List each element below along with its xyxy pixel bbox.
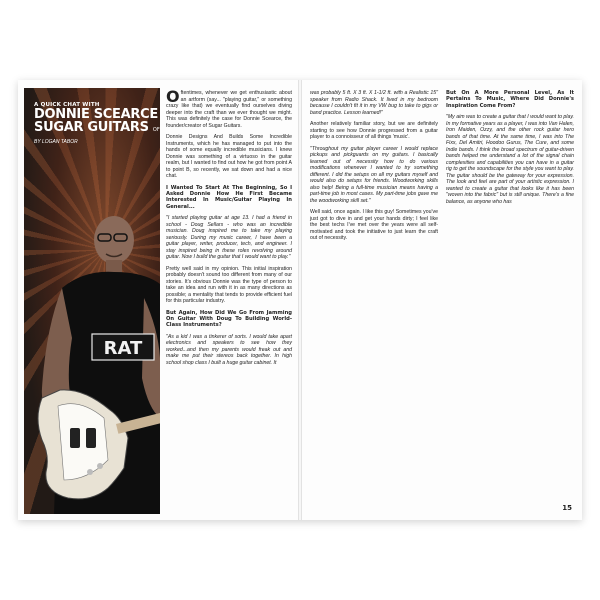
question-3: But On A More Personal Level, As It Pertains To Music, Where Did Donnie's Inspiration Come From? (446, 90, 574, 109)
byline: BY LOGAN TABOR (34, 139, 78, 145)
question-1: I Wanted To Start At The Beginning, So I Asked Donnie How He First Became Interested In Music/Guitar Playing In General... (166, 184, 292, 210)
left-page (18, 80, 298, 520)
right-page (302, 80, 582, 520)
paragraph-3: Another relatively familiar story, but we are definitely starting to see how Donnie progressed from a guitar player to a connoisseur of all things 'music'. (310, 121, 438, 140)
headline-title-line2: SUGAR GUITARS (34, 120, 149, 135)
answer-2-continued: was probably 5 ft. X 3 ft. X 1-1/2 ft. with a Realistic 15" speaker from Radio Shack. It lived in my bedroom because I couldn't fit it in my VW bug to take to gigs or band practice. Lesson learned!" (310, 90, 438, 116)
right-text-column-2 (446, 90, 574, 210)
paragraph-2: Pretty well said in my opinion. This initial inspiration probably doesn't sound too different from many of our stories. It's obvious Donnie was the type of person to take an idea and run with it in as many directions as possible; a mentality that tends to provide efficient fuel for this particular industry. (166, 265, 292, 305)
volume-knob (97, 463, 103, 469)
headline-kicker: A QUICK CHAT WITH (34, 102, 100, 108)
pickup-neck (70, 428, 80, 448)
left-text-column (166, 87, 292, 371)
headline-title-line1: DONNIE SCEARCE (34, 107, 158, 122)
right-text-column-1 (310, 90, 438, 247)
intro-text: ftentimes, whenever we get enthusiastic about an artform (say... "playing guitar," or something crazy like that) we eventually find ourselves diving deeper into the craft than we ever thought we might. This was definitely the case for Donnie Scearce, the founder/creator of Sugar Guitars. (166, 90, 292, 129)
guitarist-illustration (24, 88, 160, 514)
feature-photo (24, 88, 160, 514)
magazine-spread (18, 80, 582, 520)
question-2: But Again, How Did We Go From Jamming On Guitar With Doug To Building World-Class Instruments? (166, 309, 292, 329)
answer-3: "Throughout my guitar player career I would replace pickups and pickguards on my guitars. I basically learned out of necessity how to do various modifications whenever I wanted to try something different. I did the setups on all my guitars myself and would also do setups for friends. Woodworking skills also help! Being a full-time musician means having a part-time job in most cases. My part-time jobs gave me the woodworking skill set." (310, 145, 438, 204)
intro-paragraph-2: Donnie Designs And Builds Some Incredible Instruments, which he has managed to put into the hands of some equally incredible musicians. I knew Donnie was something of a virtuoso in the guitar realm, but I wanted to find out how he got from point A to point B, so recently, we sat down and had a nice chat. (166, 134, 292, 179)
shirt-logo-text: RAT (103, 338, 143, 359)
tone-knob (87, 469, 93, 475)
headline-of: OF (152, 127, 160, 133)
answer-4: "My aim was to create a guitar that I would want to play. In my formative years as a player, I was into Van Halen, Iron Maiden, Ozzy, and the other rock guitar hero bands of that time. At the same time, I was into The Fixx, Del Amitri, Hoodoo Gurus, The Cure, and some Indie bands. I think the broad spectrum of guitar-driven bands helped me understand a lot of the signal chain complexities and capabilities you can have in a guitar rig to get the soundscape for the style you want to play. The guitar should be the gateway for your expression. The look and feel are part of your artistic expression. I wanted to create a guitar that looks like it has been "woven into the fabric" but is still unique. There's a fine balance, as anyone who has (446, 114, 574, 205)
paragraph-4: Well said, once again. I like this guy! Sometimes you've just got to dive in and get your hands dirty; I feel like the best techs I've met over the years were all self-motivated and took the initiative to just learn the craft out of necessity. (310, 209, 438, 241)
article-headline (34, 102, 160, 145)
answer-1: "I started playing guitar at age 13. I had a friend in school - Doug Sellars - who was an incredible musician. Doug inspired me to take my playing seriously. During my music career, I have been a guitar player, writer, producer, tech, and engineer. I stay inspired being in these roles revolving around guitar. Now I build the guitar that I would want to play." (166, 215, 292, 261)
pickup-bridge (86, 428, 96, 448)
answer-2: "As a kid I was a tinkerer of sorts. I would take apart electronics and speakers to see how they worked...and then my parents would freak out and make me put their stereos back together. In high school shop class I built a huge guitar cabinet. It (166, 333, 292, 366)
page-number: 15 (562, 504, 572, 512)
intro-paragraph (166, 87, 292, 129)
drop-cap: O (166, 87, 180, 106)
